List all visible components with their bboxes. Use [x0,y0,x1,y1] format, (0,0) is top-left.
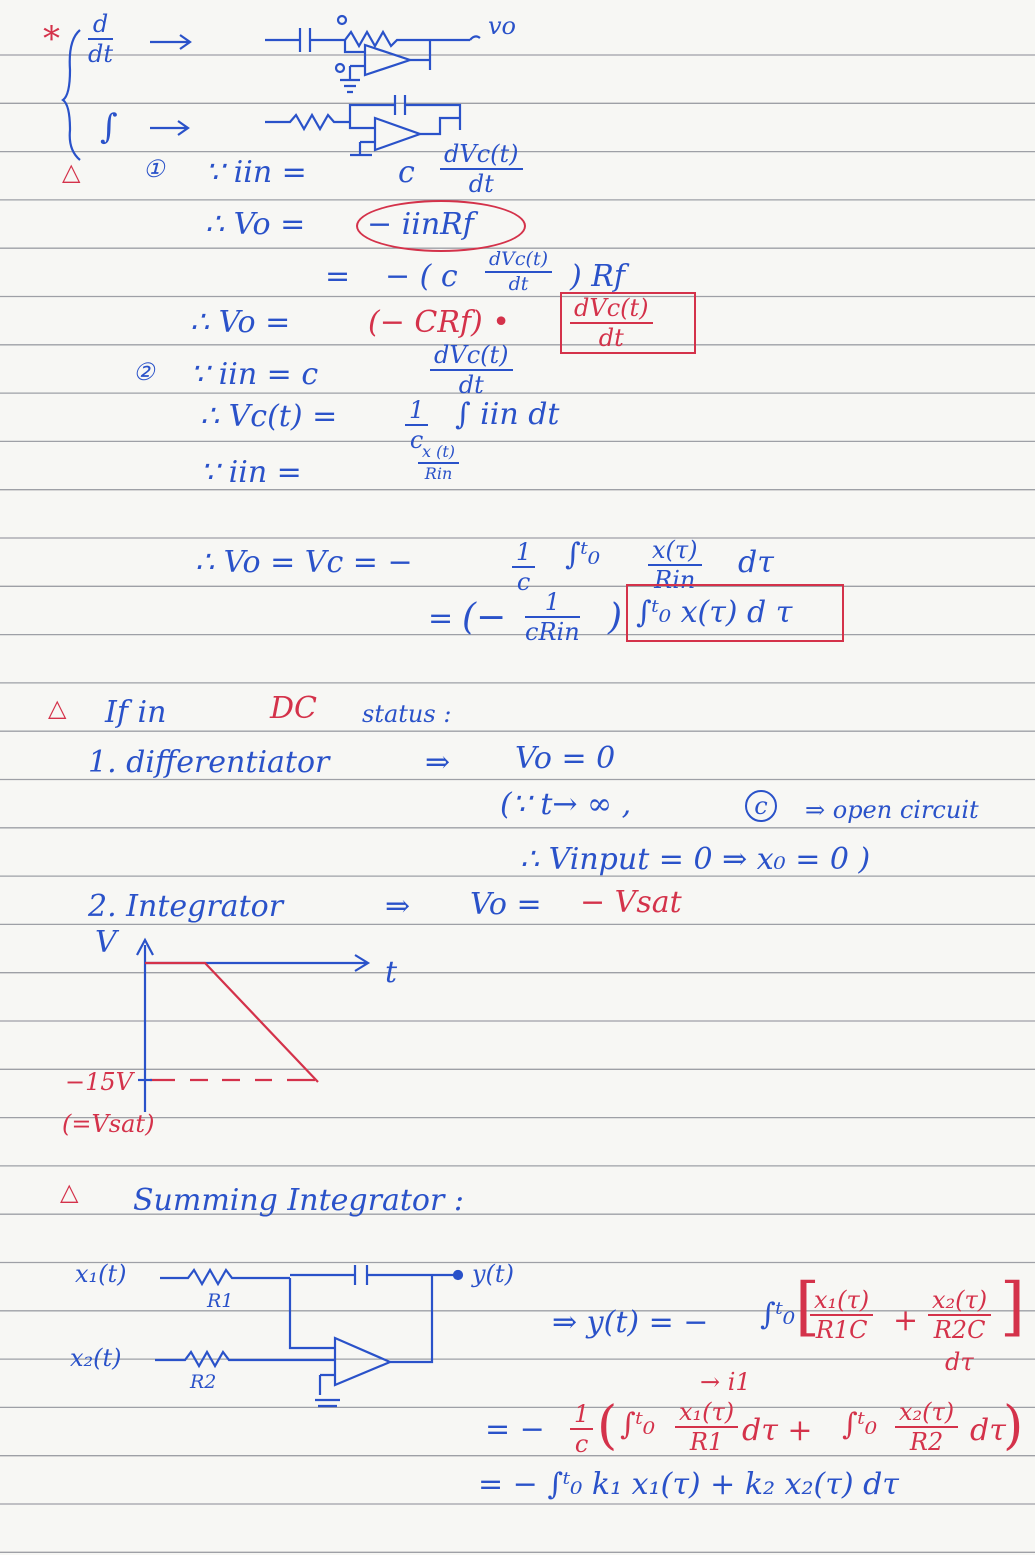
d2-line2-post: ∫ iin dt [455,397,560,432]
summing-title: Summing Integrator : [133,1183,464,1218]
arrow-icon: ⇒ [385,889,411,924]
d1-line4-mid: (− CRf) • [368,305,510,340]
integrator-circuit [265,95,460,155]
right-paren: ) [1003,1396,1024,1456]
output-label: y(t) [472,1260,514,1288]
d2-line5-open: (− [462,597,507,638]
dtau: dτ [738,545,774,580]
left-bracket: [ [795,1270,820,1344]
right-bracket: ] [1000,1270,1025,1344]
one-over-crin: 1 cRin [525,588,580,646]
reason1-a: (∵ t→ ∞ , [500,787,632,822]
eq3: = − ∫ᵗ₀ k₁ x₁(τ) + k₂ x₂(τ) dτ [478,1467,899,1502]
item2-result-a: Vo = [470,887,542,922]
step-two: ② [133,358,155,386]
left-brace [63,30,80,160]
one-over-c-2: $\frac{1}{c}$ [512,540,535,594]
d1-line3-b: ) Rf [570,259,625,294]
eq1-pre: ⇒ y(t) = − [552,1305,709,1340]
eq2-dtau-plus: dτ + [742,1413,813,1448]
eq2-pre: = − [485,1412,545,1447]
differentiator-circuit [265,16,480,92]
item1-result: Vo = 0 [515,741,616,776]
boxed-derivative: dVc(t) dt [570,296,653,350]
d1-line3-a: − ( c [385,259,458,294]
dc-title-status: status : [362,700,452,728]
item2-label: 2. Integrator [88,889,284,924]
vo-label: vo [488,12,517,40]
graph-level-label: −15V [65,1068,133,1096]
x2-over-r2c: $\frac{\text{x₂(τ)}}{R2C}$ [928,1288,991,1342]
integral-0-t: ∫ᵗ₀ [565,537,601,572]
derivative-symbol: $\frac{d}{dt}$ [88,10,114,68]
one-over-c-3: $\frac{1}{c}$ [570,1402,593,1456]
x-over-rin: x (t) Rin [418,444,459,482]
eq2-dtau: dτ [970,1413,1006,1448]
arrow-icon [150,121,188,135]
dc-title-dc: DC [270,691,318,726]
d2-line5-close: ) [608,597,623,638]
d1-line2-oval: − iinRf [367,207,474,242]
d2-line3-pre: ∵ iin = [200,455,302,490]
reason2: ∴ Vinput = 0 ⇒ x₀ = 0 ) [520,842,871,877]
d1-line1-pre: ∵ iin = [205,155,307,190]
item2-result-b: − Vsat [580,885,682,920]
graph-y-label: V [95,925,117,960]
dvc-dt-fraction-small: dVc(t) dt [485,250,552,294]
eq2-int1: ∫ᵗ₀ [620,1407,656,1442]
dvc-dt-fraction: dVc(t) dt [440,142,523,196]
xtau-over-rin: x(τ) Rin [648,538,702,592]
item1-label: 1. differentiator [88,745,330,780]
d2-line5-eq: = [428,601,454,636]
arrow-icon: ⇒ [425,745,451,780]
integral-symbol: ∫ [100,107,118,147]
graph-x-label: t [385,955,398,990]
d1-line2-pre: ∴ Vo = [205,207,306,242]
d2-line5-box: ∫ᵗ₀ x(τ) d τ [636,595,793,630]
left-paren: ( [597,1396,618,1456]
graph-vsat-note: (=Vsat) [62,1110,155,1138]
reason1-b: ⇒ open circuit [805,796,979,824]
r2-label: R2 [190,1371,217,1393]
dc-title-if-in: If in [105,695,167,730]
eq2-int2: ∫ᵗ₀ [842,1407,878,1442]
eq1-plus: + [893,1303,919,1338]
one-over-c: $\frac{1}{c}$ [405,398,428,452]
d2-line4-pre: ∴ Vo = Vc = − [195,545,413,580]
x1-over-r1: $\frac{\text{x₁(τ)}}{R1}$ [675,1400,738,1454]
d1-line4-pre: ∴ Vo = [190,305,291,340]
eq1-dtau: dτ [945,1348,974,1376]
x2-over-r2: $\frac{\text{x₂(τ)}}{R2}$ [895,1400,958,1454]
dvc-dt-fraction-2: dVc(t) dt [430,343,513,397]
arrow-icon [150,35,190,49]
d2-line1-pre: ∵ iin = c [190,357,319,392]
d1-line3-eq: = [325,259,351,294]
triangle-marker: △ [60,1178,79,1206]
triangle-marker: △ [48,694,67,722]
star-mark: * [43,19,60,59]
d2-line2-pre: ∴ Vc(t) = [200,399,338,434]
input1-label: x₁(t) [75,1260,127,1288]
x1-over-r1c: $\frac{\text{x₁(τ)}}{R1C}$ [810,1288,873,1342]
d1-line1-c: c [398,155,415,190]
step-one: ① [143,155,165,183]
integrator-output-graph [137,940,368,1112]
triangle-marker: △ [62,158,81,186]
current-i1: → i1 [700,1368,751,1396]
eq1-int: ∫ᵗ₀ [760,1297,796,1332]
capacitor-circle-c: c [745,790,777,822]
r1-label: R1 [207,1290,234,1312]
input2-label: x₂(t) [70,1344,122,1372]
